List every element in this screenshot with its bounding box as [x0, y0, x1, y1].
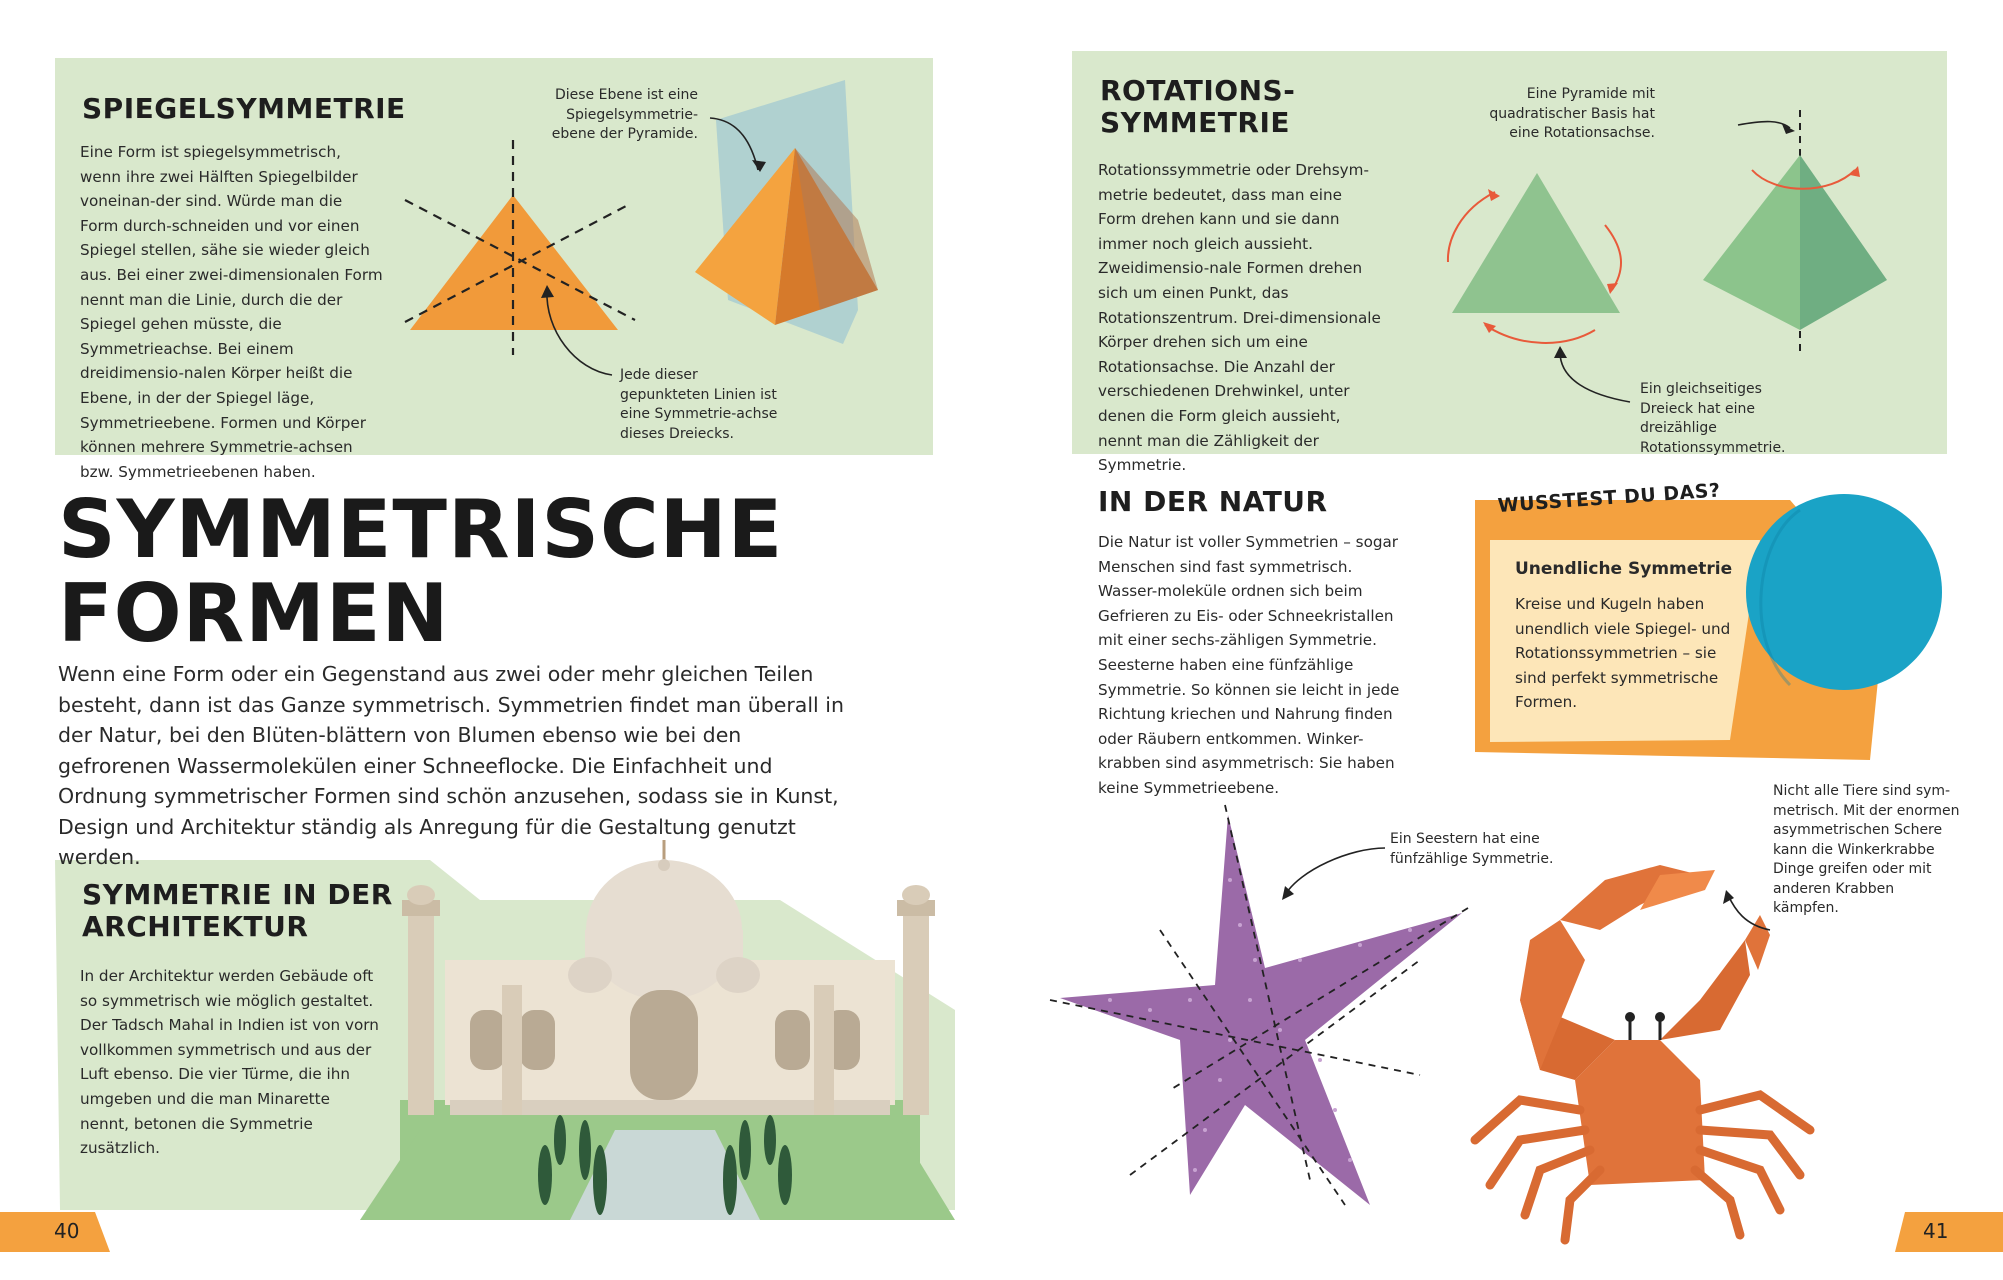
mirror-pyramid: [695, 80, 878, 344]
natur-title: IN DER NATUR: [1098, 485, 1328, 518]
rotation-body: Rotationssymmetrie oder Drehsym-metrie bedeutet, dass man eine Form drehen kann und sie dann immer noch gleich aussieht. Zweidimensio-nale Formen drehen sich um einen Punkt, das Rotationszentrum. Drei-dimensionale Körper drehen sich um eine Rotationsachse. Die Anzahl der verschiedenen Drehwinkel, unter denen die Form gleich aussieht, nennt man die Zähligkeit der Symmetrie.: [1098, 161, 1381, 475]
rotation-pyramid: [1703, 110, 1887, 355]
caption-starfish: Ein Seestern hat eine fünfzählige Symmetrie.: [1390, 831, 1554, 867]
page-tab-right: [1895, 1212, 2003, 1252]
caption-rotation-triangle: Ein gleichseitiges Dreieck hat eine dreizählige Rotationssymmetrie.: [1640, 381, 1786, 456]
spiegel-body: Eine Form ist spiegelsymmetrisch, wenn ihre zwei Hälften Spiegelbilder voneinan-der sind. Würde man die Form durch-schneiden und vor einen Spiegel stellen, sähe sie wieder gleich aus. Bei einer zwei-dimensionalen Form nennt man die Linie, durch die der Spiegel gehen müsste, die Symmetrieachse. Bei einem dreidimensio-nalen Körper heißt die Ebene, in der der Spiegel läge, Symmetrieebene. Formen und Körper können mehrere Symmetrie-achsen bzw. Symmetrieebenen haben.: [80, 143, 383, 481]
intro-text: Wenn eine Form oder ein Gegenstand aus zwei oder mehr gleichen Teilen besteht, dann ist das Ganze symmetrisch. Symmetrien findet man überall in der Natur, bei den Blüten-blättern von Blumen ebenso wie bei den gefrorenen Wassermolekülen einer Schneeflocke. Die Einfachheit und Ordnung symmetrischer Formen sind schön anzusehen, sodass sie in Kunst, Design und Architektur ständig als Anregung für die Gestaltung genutzt werden.: [58, 662, 844, 869]
rotation-title-2: SYMMETRIE: [1100, 106, 1290, 139]
caption-mirror-axes: Jede dieser gepunkteten Linien ist eine Symmetrie-achse dieses Dreiecks.: [620, 367, 778, 442]
page-number-right: 41: [1923, 1219, 1949, 1243]
wusstest-subtitle: Unendliche Symmetrie: [1515, 559, 1733, 579]
caption-crab: Nicht alle Tiere sind sym-metrisch. Mit der enormen asymmetrischen Schere kann die Winkerkrabbe Dinge greifen oder mit anderen Krabben kämpfen.: [1773, 783, 1960, 916]
crab: [1475, 865, 1810, 1240]
architektur-title-2: ARCHITEKTUR: [82, 910, 309, 943]
main-title: [58, 483, 784, 660]
mirror-triangle: [405, 140, 635, 355]
main-title-line-2: FORMEN: [58, 567, 450, 660]
sphere: [1746, 494, 1942, 690]
caption-mirror-plane: Diese Ebene ist eine Spiegelsymmetrie-ebene der Pyramide.: [551, 87, 698, 142]
architektur-body: In der Architektur werden Gebäude oft so symmetrisch wie möglich gestaltet. Der Tadsch Mahal in Indien ist von vorn vollkommen symmetrisch und aus der Luft ebenso. Die vier Türme, die ihn umgeben und die man Minarette nennt, betonen die Symmetrie zusätzlich.: [80, 967, 379, 1158]
rotation-title-1: ROTATIONS-: [1100, 74, 1296, 107]
wusstest-label: WUSSTEST DU DAS?: [1497, 479, 1722, 517]
page-number-left: 40: [54, 1219, 80, 1243]
spiegel-title: SPIEGELSYMMETRIE: [82, 92, 406, 125]
wusstest-body: Kreise und Kugeln haben unendlich viele Spiegel- und Rotationssymmetrien – sie sind perfekt symmetrische Formen.: [1515, 595, 1731, 712]
rotation-triangle: [1448, 173, 1621, 343]
architektur-title-1: SYMMETRIE IN DER: [82, 878, 393, 911]
main-title-line-1: SYMMETRISCHE: [58, 483, 784, 576]
natur-body: Die Natur ist voller Symmetrien – sogar Menschen sind fast symmetrisch. Wasser-moleküle ordnen sich beim Gefrieren zu Eis- oder Schneekristallen mit einer sechs-zähligen Symmetrie. Seesterne haben eine fünfzählige Symmetrie. So können sie leicht in jede Richtung kriechen und Nahrung finden oder Räubern entkommen. Winker-krabben sind asymmetrisch: Sie haben keine Symmetrieebene.: [1098, 533, 1400, 797]
caption-rotation-pyramid: Eine Pyramide mit quadratischer Basis hat eine Rotationsachse.: [1489, 86, 1655, 141]
